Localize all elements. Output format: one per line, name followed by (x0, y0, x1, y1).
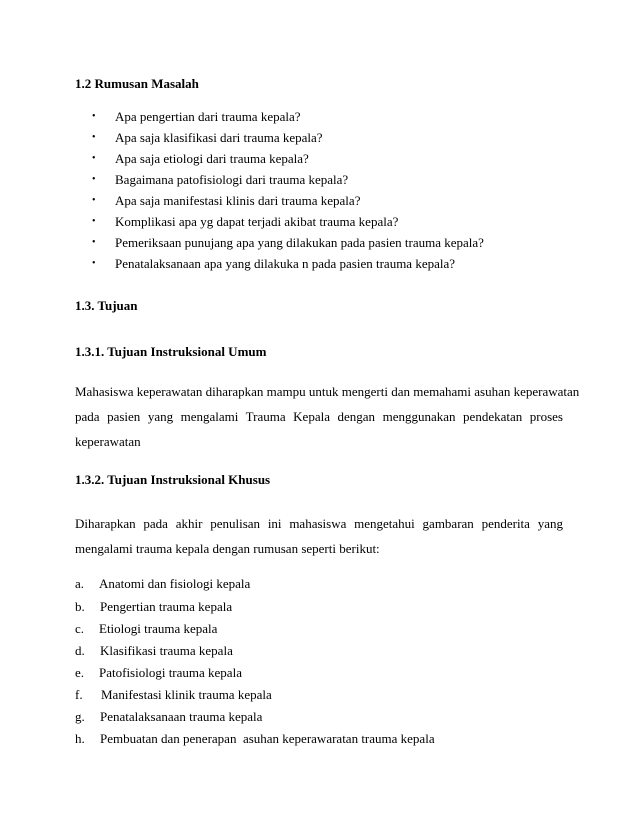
paragraph-line: pada pasien yang mengalami Trauma Kepala dengan menggunakan pendekatan proses (75, 409, 563, 424)
list-letter: d. (75, 643, 85, 658)
paragraph-tujuan-umum (75, 379, 580, 454)
rumusan-item-text: Apa saja etiologi dari trauma kepala? (115, 151, 309, 166)
rumusan-item-text: Bagaimana patofisiologi dari trauma kepala? (115, 172, 349, 187)
list-letter: a. (75, 576, 85, 591)
list-letter: h. (75, 731, 85, 746)
paragraph-line: Diharapkan pada akhir penulisan ini mahasiswa mengetahui gambaran penderita yang (75, 516, 563, 531)
paragraph-line: keperawatan (75, 434, 141, 449)
list-letter: c. (75, 621, 85, 636)
paragraph-line: Mahasiswa keperawatan diharapkan mampu untuk mengerti dan memahami asuhan keperawatan (75, 384, 580, 399)
list-item-text: Pembuatan dan penerapan asuhan keperawaratan trauma kepala (100, 731, 435, 746)
bullet-icon: • (92, 195, 96, 206)
bullet-icon: • (92, 216, 96, 227)
list-item-text: Pengertian trauma kepala (100, 599, 233, 614)
list-item-text: Klasifikasi trauma kepala (100, 643, 233, 658)
list-item-text: Manifestasi klinik trauma kepala (101, 687, 272, 702)
list-letter: f. (75, 687, 83, 702)
list-item-text: Patofisiologi trauma kepala (99, 665, 242, 680)
bullet-icon: • (92, 237, 96, 248)
rumusan-item-text: Penatalaksanaan apa yang dilakuka n pada pasien trauma kepala? (115, 256, 456, 271)
rumusan-item-text: Apa saja manifestasi klinis dari trauma kepala? (115, 193, 361, 208)
list-letter: e. (75, 665, 85, 680)
heading-tujuan-khusus: 1.3.2. Tujuan Instruksional Khusus (75, 472, 271, 487)
heading-tujuan: 1.3. Tujuan (75, 298, 138, 313)
list-item-text: Penatalaksanaan trauma kepala (100, 709, 263, 724)
list-letter: b. (75, 599, 85, 614)
bullet-icon: • (92, 174, 96, 185)
heading-rumusan-masalah: 1.2 Rumusan Masalah (75, 76, 199, 91)
bullet-icon: • (92, 153, 96, 164)
list-letter: g. (75, 709, 85, 724)
bullet-icon: • (92, 132, 96, 143)
heading-tujuan-umum: 1.3.1. Tujuan Instruksional Umum (75, 344, 267, 359)
list-item-text: Etiologi trauma kepala (99, 621, 218, 636)
rumusan-item-text: Pemeriksaan punujang apa yang dilakukan pada pasien trauma kepala? (115, 235, 484, 250)
list-item-text: Anatomi dan fisiologi kepala (99, 576, 251, 591)
rumusan-item-text: Komplikasi apa yg dapat terjadi akibat trauma kepala? (115, 214, 399, 229)
rumusan-item-text: Apa pengertian dari trauma kepala? (115, 109, 301, 124)
bullet-icon: • (92, 258, 96, 269)
paragraph-line: mengalami trauma kepala dengan rumusan seperti berikut: (75, 541, 380, 556)
paragraph-tujuan-khusus (75, 511, 563, 561)
rumusan-item-text: Apa saja klasifikasi dari trauma kepala? (115, 130, 323, 145)
bullet-icon: • (92, 111, 96, 122)
